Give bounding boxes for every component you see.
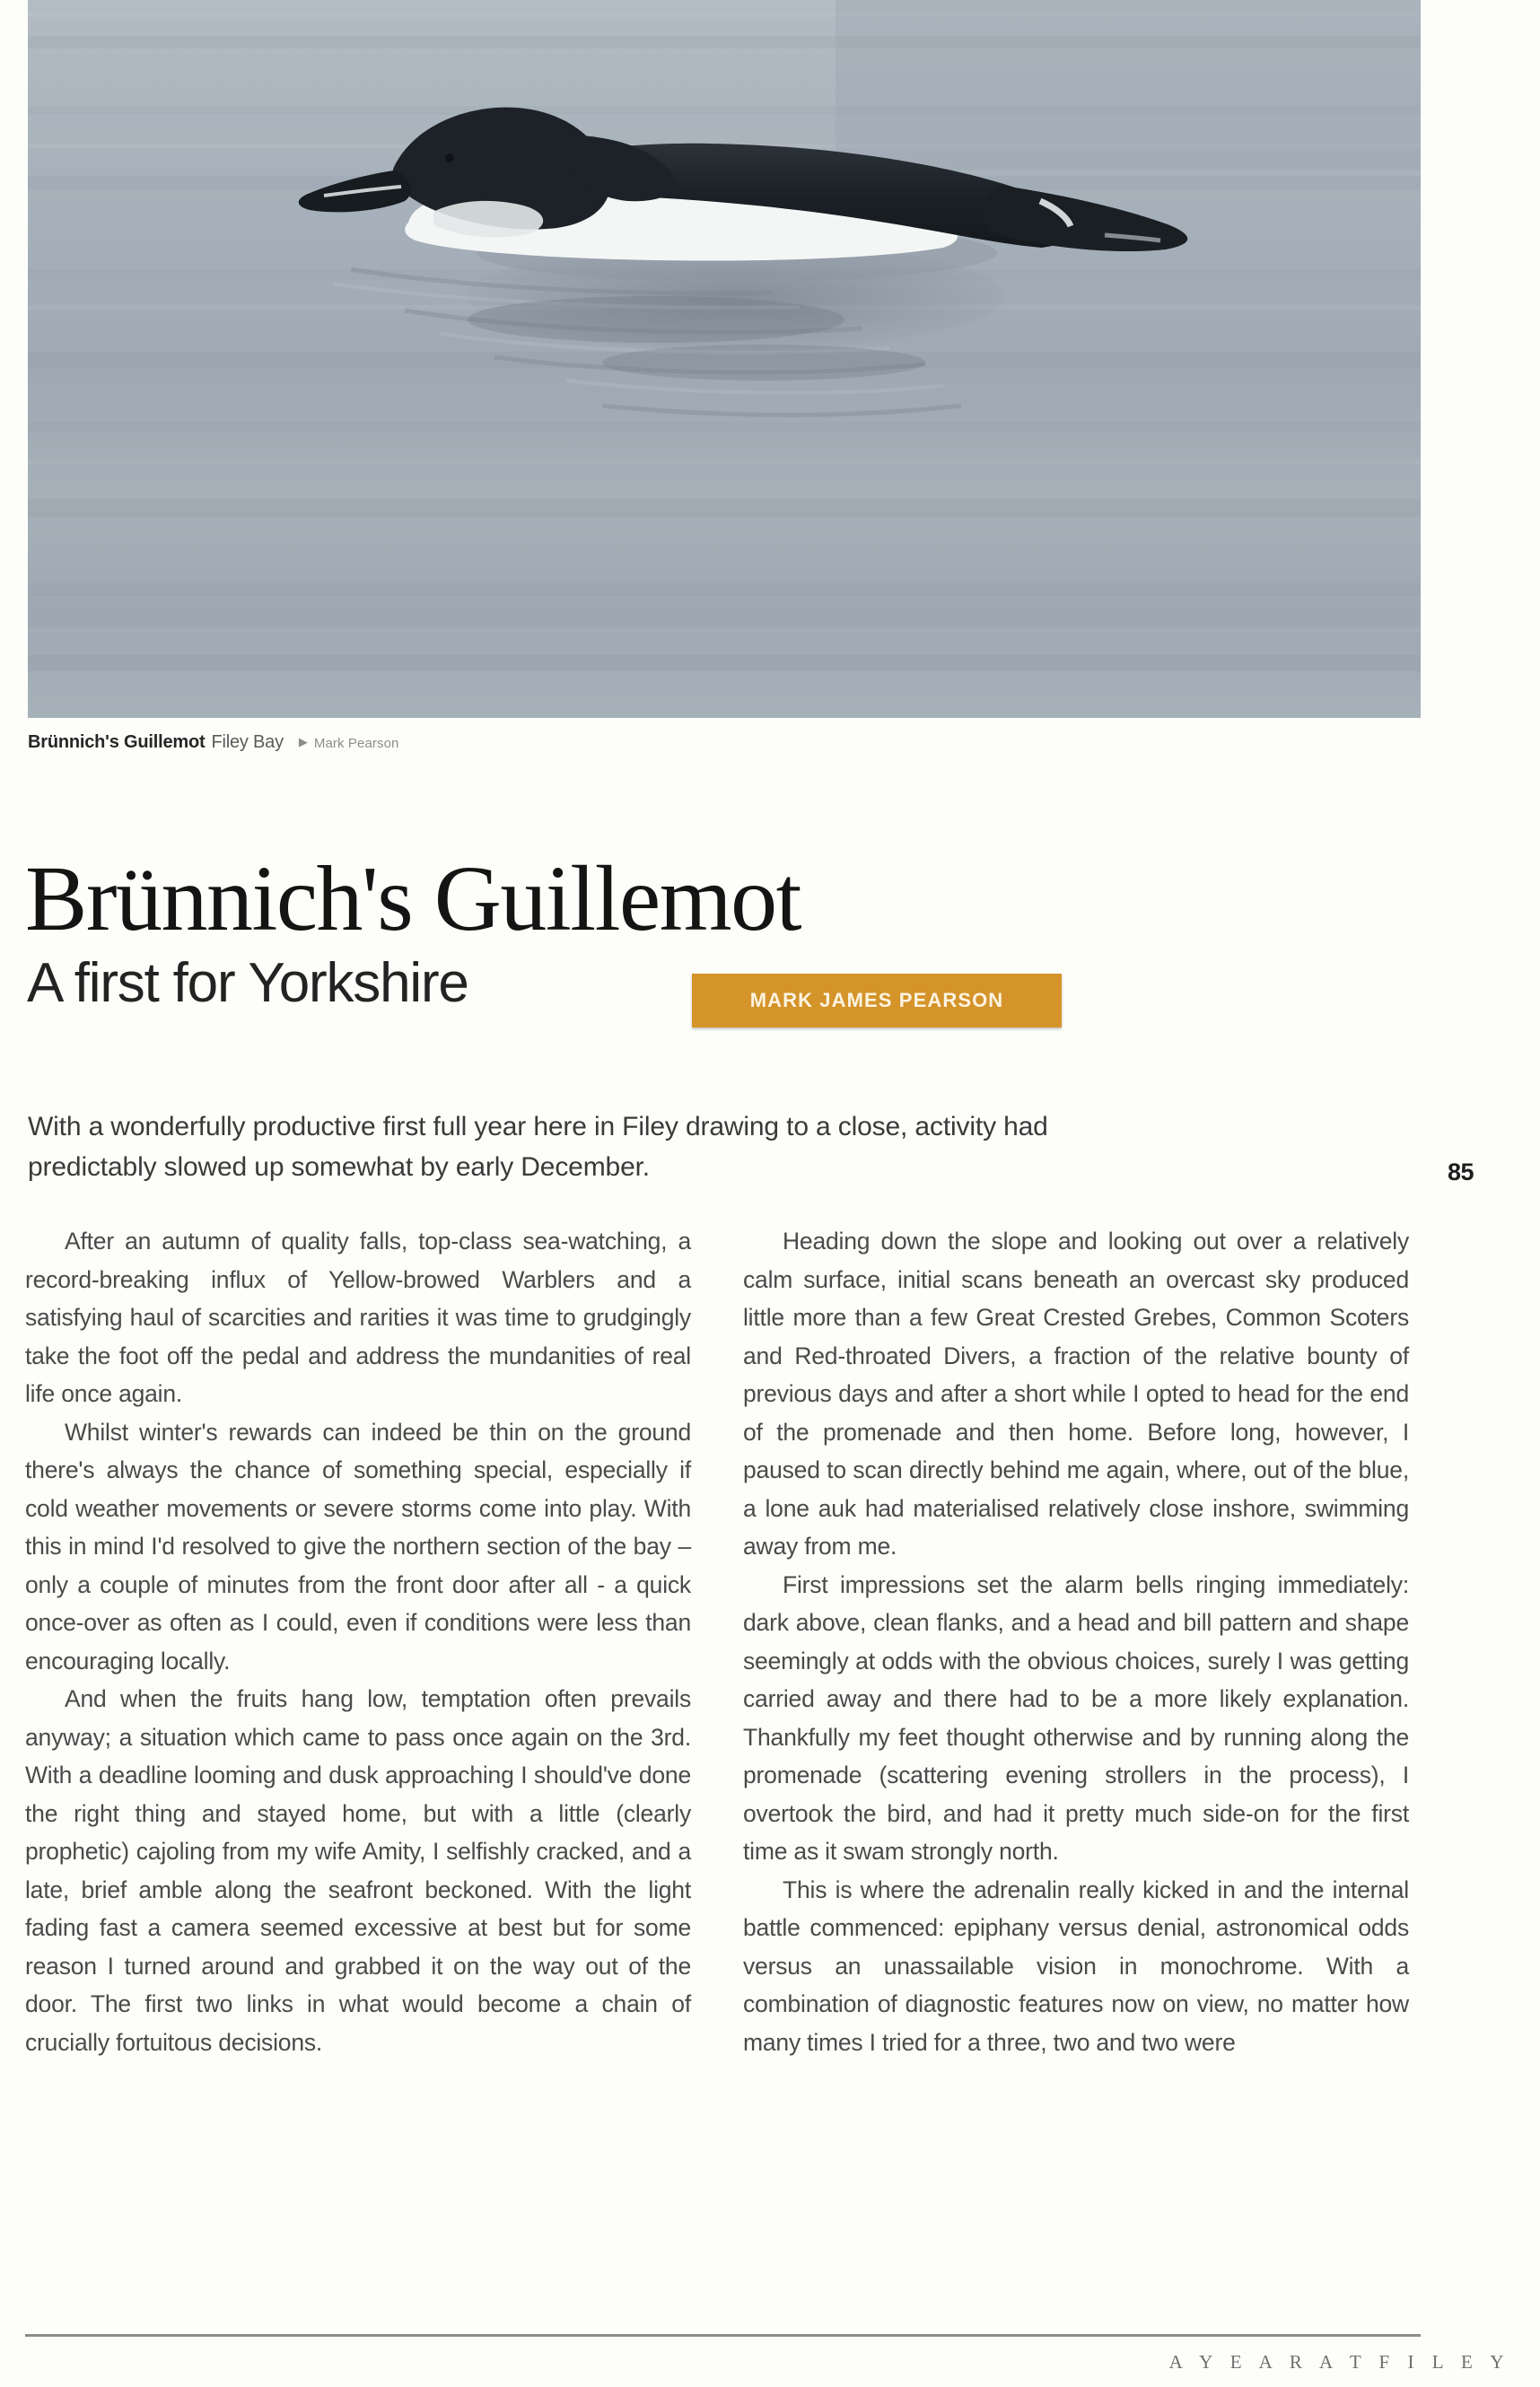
author-byline-badge (692, 974, 1062, 1027)
paragraph: Whilst winter's rewards can indeed be thin on the ground there's always the chance of something special, especially if cold weather movements or severe storms come into play. With this in mind I'd resolved to give the northern section of the bay – only a couple of minutes from the front door after all - a quick once-over as often as I could, even if conditions were less than encouraging locally. (25, 1418, 691, 1674)
standfirst-line-1: With a wonderfully productive first full year here in Filey drawing to a close, activity had (28, 1112, 1048, 1141)
photo-caption (28, 729, 1105, 757)
author-name: MARK JAMES PEARSON (749, 989, 1004, 1011)
guillemot-photo-illustration (28, 0, 1421, 718)
article-standfirst (28, 1106, 1393, 1187)
paragraph: And when the fruits hang low, temptation often prevails anyway; a situation which came to pass once again on the 3rd. With a deadline looming and dusk approaching I should've done the right thing and stayed home, but with a little (clearly prophetic) cajoling from my wife Amity, I selfishly cracked, and a late, brief amble along the seafront beckoned. With the light fading fast a camera seemed excessive at best but for some reason I turned around and grabbed it on the way out of the door. The first two links in what would become a chain of crucially fortuitous decisions. (25, 1685, 691, 2056)
paragraph: Heading down the slope and looking out over a relatively calm surface, initial scans beneath an overcast sky produced little more than a few Great Crested Grebes, Common Scoters and Red-throated Divers, a fraction of the relative bounty of previous days and after a short while I opted to head for the end of the promenade and then home. Before long, however, I paused to scan directly behind me again, where, out of the blue, a lone auk had materialised relatively close inshore, swimming away from me. (743, 1228, 1409, 1560)
footer-divider (25, 2334, 1421, 2337)
article-photo (28, 0, 1421, 718)
article-subtitle: A first for Yorkshire (27, 952, 468, 1015)
article-title: Brünnich's Guillemot (25, 846, 801, 950)
paragraph: This is where the adrenalin really kicked in and the internal battle commenced: epiphany versus denial, astronomical odds versus an unassailable vision in monochrome. With a combination of diagnostic features now on view, no matter how many times I tried for a three, two and two were (743, 1876, 1409, 2056)
play-triangle-icon: ▶ (298, 735, 308, 748)
caption-location: Filey Bay (211, 732, 284, 752)
caption-photo-credit: Mark Pearson (313, 736, 399, 751)
page-number: 85 (1448, 1159, 1474, 1185)
body-column-left (25, 1222, 691, 2061)
caption-species: Brünnich's Guillemot (28, 732, 206, 752)
body-column-right (743, 1222, 1409, 2061)
footer-running-head: A Y E A R A T F I L E Y (1168, 2351, 1510, 2373)
paragraph: First impressions set the alarm bells ringing immediately: dark above, clean flanks, and a head and bill pattern and shape seemingly at odds with the obvious choices, surely I was getting carried away and there had to be a more likely explanation. Thankfully my feet thought otherwise and by running along the promenade (scattering evening strollers in the process), I overtook the bird, and had it pretty much side-on for the first time as it swam strongly north. (743, 1570, 1409, 1865)
standfirst-line-2: predictably slowed up somewhat by early December. (28, 1152, 650, 1182)
paragraph: After an autumn of quality falls, top-class sea-watching, a record-breaking influx of Yellow-browed Warblers and a satisfying haul of scarcities and rarities it was time to grudgingly take the foot off the pedal and address the mundanities of real life once again. (25, 1228, 691, 1407)
